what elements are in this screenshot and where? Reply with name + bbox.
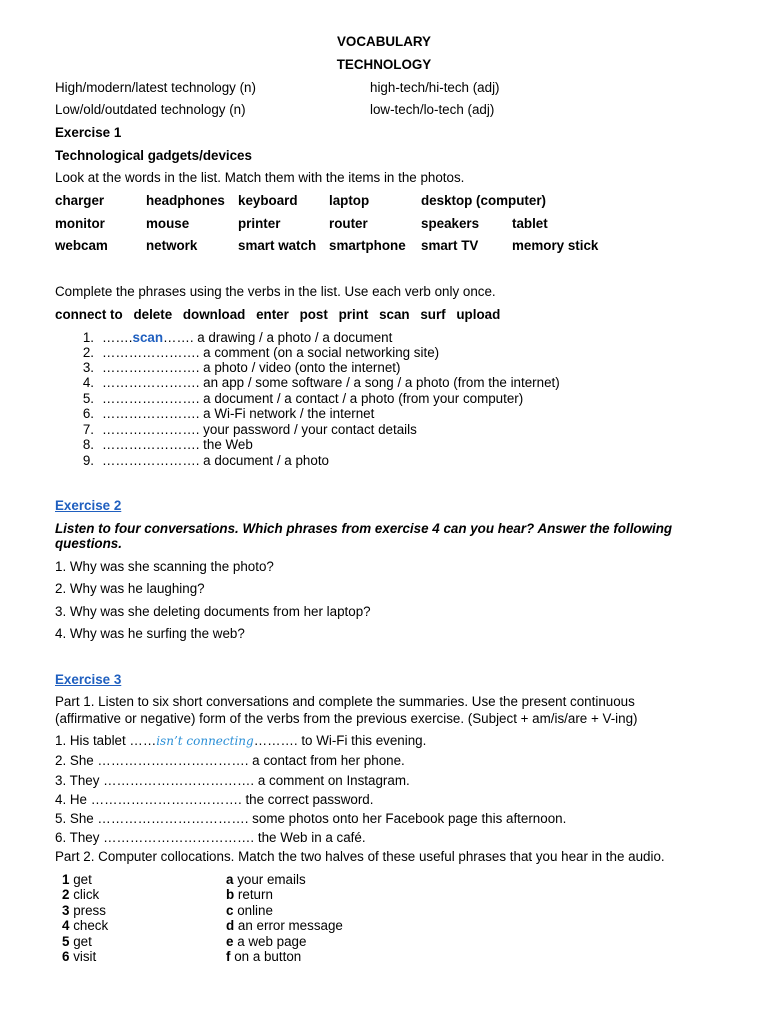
exercise2-question: 2. Why was he laughing? (55, 581, 205, 596)
summary-item: 4. He ……………………………. the correct password. (55, 792, 374, 807)
collocation-text: your emails (237, 872, 306, 887)
collocation-letter: a (226, 872, 234, 887)
exercise3-part1-instruction: Part 1. Listen to six short conversations and complete the summaries. Use the present continuous (55, 694, 635, 709)
phrase-number: 4. (82, 375, 94, 390)
summary-rest: ………. to Wi-Fi this evening. (253, 733, 427, 748)
phrase-text (102, 330, 392, 345)
summary-prefix: 1. His tablet …… (55, 733, 157, 748)
tech-term-adj: low-tech/lo-tech (adj) (370, 102, 495, 117)
collocation-text: return (237, 887, 273, 902)
exercise1-subheading: Technological gadgets/devices (55, 148, 252, 163)
collocation-text: online (237, 903, 273, 918)
exercise1-instruction: Look at the words in the list. Match them with the items in the photos. (55, 170, 465, 185)
collocation-text: click (73, 887, 100, 902)
collocation-left (62, 887, 99, 902)
collocation-letter: e (226, 934, 234, 949)
verb-item: upload (456, 307, 501, 322)
page-subtitle: TECHNOLOGY (336, 57, 432, 72)
collocation-right (226, 887, 273, 902)
phrase-number: 9. (82, 453, 94, 468)
exercise2-question: 3. Why was she deleting documents from her laptop? (55, 604, 371, 619)
word-item: memory stick (512, 238, 599, 253)
exercise3-part1-instruction: (affirmative or negative) form of the verbs from the previous exercise. (Subject + am/is/are + V-ing) (55, 711, 638, 726)
collocation-text: a web page (237, 934, 307, 949)
word-item: speakers (421, 216, 480, 231)
exercise3-heading[interactable]: Exercise 3 (55, 672, 122, 687)
page-title: VOCABULARY (337, 34, 431, 49)
word-item: charger (55, 193, 105, 208)
collocation-right (226, 918, 343, 933)
collocation-left (62, 949, 96, 964)
word-item: headphones (146, 193, 225, 208)
verb-item: surf (420, 307, 446, 322)
collocation-text: press (73, 903, 106, 918)
phrase-number: 6. (82, 406, 94, 421)
summary-answer: isn’t connecting (156, 734, 254, 748)
word-item: smart watch (238, 238, 317, 253)
verb-item: connect to (55, 307, 123, 322)
exercise2-instruction: questions. (55, 536, 122, 551)
verb-item: enter (256, 307, 289, 322)
collocation-right (226, 949, 301, 964)
word-item: smart TV (421, 238, 479, 253)
verb-list (55, 307, 507, 322)
collocation-left (62, 918, 108, 933)
phrase-answer: scan (132, 330, 164, 345)
word-item: router (329, 216, 368, 231)
phrase-text: …………………. a Wi-Fi network / the internet (102, 406, 375, 421)
collocation-right (226, 903, 273, 918)
word-item: smartphone (329, 238, 406, 253)
collocation-text: get (73, 934, 92, 949)
exercise1-heading: Exercise 1 (55, 125, 122, 140)
word-item: webcam (55, 238, 108, 253)
summary-item (55, 733, 426, 748)
collocation-letter: c (226, 903, 234, 918)
phrase-number: 3. (82, 360, 94, 375)
phrase-number: 2. (82, 345, 94, 360)
exercise3-part2-instruction: Part 2. Computer collocations. Match the two halves of these useful phrases that you hear in the audio. (55, 849, 665, 864)
tech-term-adj: high-tech/hi-tech (adj) (370, 80, 500, 95)
phrases-instruction: Complete the phrases using the verbs in the list. Use each verb only once. (55, 284, 496, 299)
collocation-text: check (73, 918, 109, 933)
word-item: mouse (146, 216, 190, 231)
phrase-blank-pre: ……. (102, 330, 133, 345)
collocation-number: 3 (62, 903, 70, 918)
summary-item: 6. They ……………………………. the Web in a café. (55, 830, 366, 845)
summary-item: 5. She ……………………………. some photos onto her Facebook page this afternoon. (55, 811, 567, 826)
collocation-number: 4 (62, 918, 70, 933)
collocation-number: 5 (62, 934, 70, 949)
summary-item: 3. They ……………………………. a comment on Instagram. (55, 773, 410, 788)
collocation-left (62, 934, 92, 949)
tech-term-noun: High/modern/latest technology (n) (55, 80, 256, 95)
word-item: keyboard (238, 193, 298, 208)
collocation-letter: d (226, 918, 235, 933)
collocation-left (62, 872, 92, 887)
exercise2-heading[interactable]: Exercise 2 (55, 498, 122, 513)
collocation-letter: b (226, 887, 235, 902)
phrase-text: …………………. the Web (102, 437, 253, 452)
collocation-letter: f (226, 949, 231, 964)
phrase-number: 5. (82, 391, 94, 406)
verb-item: scan (379, 307, 410, 322)
phrase-text: …………………. a document / a photo (102, 453, 329, 468)
collocation-number: 1 (62, 872, 70, 887)
phrase-rest: ……. a drawing / a photo / a document (163, 330, 393, 345)
collocation-number: 2 (62, 887, 70, 902)
collocation-text: an error message (237, 918, 343, 933)
exercise2-instruction: Listen to four conversations. Which phrases from exercise 4 can you hear? Answer the following (55, 521, 673, 536)
tech-term-noun: Low/old/outdated technology (n) (55, 102, 246, 117)
exercise2-question: 4. Why was he surfing the web? (55, 626, 245, 641)
phrase-text: …………………. a comment (on a social networking site) (102, 345, 440, 360)
word-item: tablet (512, 216, 548, 231)
phrase-number: 1. (82, 330, 94, 345)
word-item: network (146, 238, 198, 253)
phrase-text: …………………. an app / some software / a song / a photo (from the internet) (102, 375, 560, 390)
verb-item: download (182, 307, 246, 322)
word-item: printer (238, 216, 281, 231)
collocation-text: get (73, 872, 92, 887)
collocation-number: 6 (62, 949, 70, 964)
word-item: monitor (55, 216, 105, 231)
collocation-right (226, 872, 306, 887)
summary-item: 2. She ……………………………. a contact from her phone. (55, 753, 405, 768)
collocation-left (62, 903, 106, 918)
collocation-right (226, 934, 306, 949)
collocation-text: on a button (234, 949, 302, 964)
word-item: laptop (329, 193, 370, 208)
verb-item: delete (133, 307, 173, 322)
verb-item: post (299, 307, 328, 322)
phrase-text: …………………. a document / a contact / a photo (from your computer) (102, 391, 524, 406)
verb-item: print (338, 307, 369, 322)
phrase-number: 7. (82, 422, 94, 437)
exercise2-question: 1. Why was she scanning the photo? (55, 559, 274, 574)
word-item: desktop (computer) (421, 193, 546, 208)
phrase-text: …………………. your password / your contact details (102, 422, 417, 437)
collocation-text: visit (73, 949, 97, 964)
phrase-number: 8. (82, 437, 94, 452)
phrase-text: …………………. a photo / video (onto the internet) (102, 360, 401, 375)
